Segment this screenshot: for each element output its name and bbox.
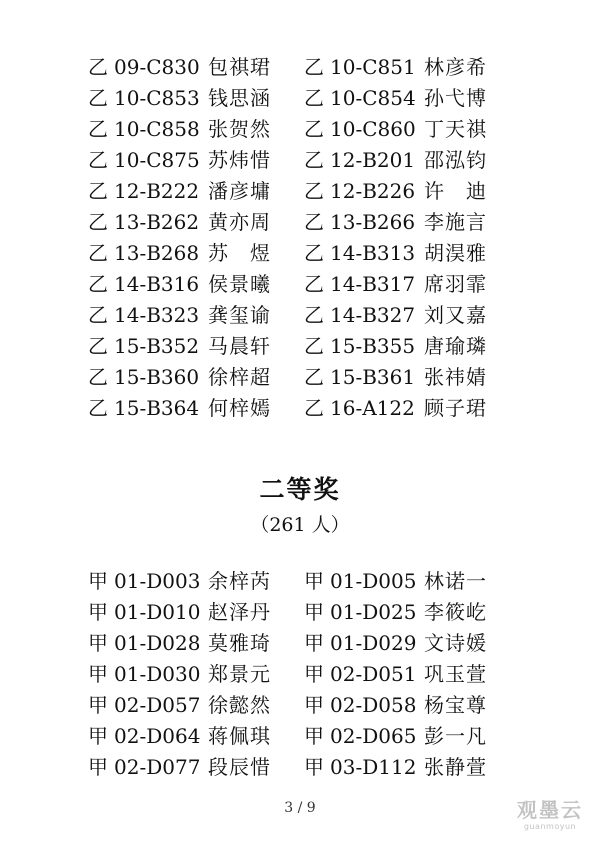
entry-group: 乙 (304, 241, 324, 265)
entry-code: 14-B317 (330, 272, 416, 296)
entry-name: 马晨轩 (208, 334, 271, 358)
award-entry (304, 269, 508, 300)
entry-group: 甲 (304, 693, 324, 717)
list-row (88, 176, 508, 207)
entry-group: 乙 (304, 86, 324, 110)
first-award-list (88, 52, 508, 424)
entry-name: 胡淏雅 (424, 241, 487, 265)
award-entry (88, 300, 304, 331)
entry-group: 乙 (88, 86, 108, 110)
entry-name: 徐懿然 (208, 693, 271, 717)
entry-group: 乙 (88, 55, 108, 79)
entry-name: 林诺一 (424, 569, 487, 593)
entry-code: 14-B327 (330, 303, 416, 327)
entry-code: 14-B316 (114, 272, 200, 296)
entry-name: 蒋佩琪 (208, 724, 271, 748)
entry-code: 10-C854 (330, 86, 416, 110)
entry-code: 14-B323 (114, 303, 200, 327)
entry-code: 12-B222 (114, 179, 200, 203)
entry-name: 李施言 (424, 210, 487, 234)
entry-name: 张祎婧 (424, 365, 487, 389)
entry-name: 段辰惜 (208, 755, 271, 779)
award-entry (88, 83, 304, 114)
entry-name: 苏炜惜 (208, 148, 271, 172)
entry-group: 乙 (88, 148, 108, 172)
entry-name: 巩玉萱 (424, 662, 487, 686)
award-entry (88, 752, 304, 783)
entry-group: 乙 (88, 272, 108, 296)
entry-name: 孙弋博 (424, 86, 487, 110)
entry-group: 乙 (88, 334, 108, 358)
award-entry (88, 393, 304, 424)
list-row (88, 393, 508, 424)
entry-code: 01-D003 (114, 569, 201, 593)
award-entry (304, 52, 508, 83)
list-row (88, 597, 508, 628)
entry-group: 甲 (304, 724, 324, 748)
entry-code: 12-B226 (330, 179, 416, 203)
entry-name: 刘又嘉 (424, 303, 487, 327)
entry-group: 乙 (304, 210, 324, 234)
list-row (88, 331, 508, 362)
award-entry (88, 238, 304, 269)
award-entry (88, 114, 304, 145)
entry-group: 甲 (304, 600, 324, 624)
entry-name: 唐瑜璘 (424, 334, 487, 358)
section-count: （261 人） (250, 514, 350, 536)
list-row (88, 362, 508, 393)
entry-name: 林彦希 (424, 55, 487, 79)
award-entry (304, 393, 508, 424)
entry-group: 甲 (304, 755, 324, 779)
entry-code: 09-C830 (114, 55, 200, 79)
list-row (88, 659, 508, 690)
list-row (88, 752, 508, 783)
entry-group: 乙 (88, 117, 108, 141)
entry-group: 甲 (88, 569, 108, 593)
watermark-main: 观墨云 (517, 798, 583, 822)
award-entry (304, 362, 508, 393)
watermark-logo (504, 798, 596, 842)
list-row (88, 52, 508, 83)
entry-group: 乙 (88, 210, 108, 234)
entry-group: 甲 (88, 600, 108, 624)
entry-name: 潘彦墉 (208, 179, 271, 203)
list-row (88, 83, 508, 114)
award-entry (304, 597, 508, 628)
page-number: 3 / 9 (284, 800, 316, 816)
entry-group: 乙 (304, 334, 324, 358)
entry-code: 02-D058 (330, 693, 417, 717)
entry-code: 10-C875 (114, 148, 200, 172)
entry-name: 包祺珺 (208, 55, 271, 79)
section-title: 二等奖 (259, 475, 341, 504)
second-award-list (88, 566, 508, 783)
award-entry (304, 628, 508, 659)
watermark-sub: guanmoyun (523, 822, 577, 831)
entry-name: 李筱屹 (424, 600, 487, 624)
list-row (88, 300, 508, 331)
award-entry (88, 566, 304, 597)
entry-code: 12-B201 (330, 148, 416, 172)
award-entry (88, 362, 304, 393)
entry-name: 杨宝尊 (424, 693, 487, 717)
entry-group: 甲 (88, 724, 108, 748)
entry-name: 张贺然 (208, 117, 271, 141)
entry-name: 余梓芮 (208, 569, 271, 593)
entry-name: 文诗媛 (424, 631, 487, 655)
entry-code: 16-A122 (330, 396, 415, 420)
award-entry (304, 300, 508, 331)
entry-name: 黄亦周 (208, 210, 271, 234)
award-entry (304, 176, 508, 207)
award-entry (304, 752, 508, 783)
list-row (88, 238, 508, 269)
entry-group: 乙 (304, 272, 324, 296)
award-entry (88, 597, 304, 628)
entry-name: 邵泓钧 (424, 148, 487, 172)
entry-code: 10-C853 (114, 86, 200, 110)
entry-code: 01-D030 (114, 662, 201, 686)
entry-code: 01-D028 (114, 631, 201, 655)
entry-code: 15-B361 (330, 365, 416, 389)
entry-code: 14-B313 (330, 241, 416, 265)
entry-name: 徐梓超 (208, 365, 271, 389)
entry-group: 乙 (304, 303, 324, 327)
award-entry (88, 331, 304, 362)
award-entry (304, 207, 508, 238)
award-entry (88, 176, 304, 207)
entry-code: 01-D029 (330, 631, 417, 655)
entry-name: 顾子珺 (424, 396, 487, 420)
entry-group: 甲 (304, 662, 324, 686)
award-entry (88, 207, 304, 238)
award-entry (304, 721, 508, 752)
entry-name: 张静萱 (424, 755, 487, 779)
entry-name: 何梓嫣 (208, 396, 271, 420)
entry-code: 13-B266 (330, 210, 416, 234)
entry-group: 甲 (88, 662, 108, 686)
award-entry (88, 145, 304, 176)
entry-code: 01-D025 (330, 600, 417, 624)
award-entry (88, 628, 304, 659)
entry-code: 10-C860 (330, 117, 416, 141)
entry-group: 乙 (88, 365, 108, 389)
award-entry (304, 690, 508, 721)
entry-group: 甲 (88, 631, 108, 655)
entry-code: 01-D005 (330, 569, 417, 593)
entry-code: 15-B352 (114, 334, 200, 358)
award-entry (88, 269, 304, 300)
award-entry (304, 145, 508, 176)
entry-code: 13-B268 (114, 241, 200, 265)
entry-name: 苏 煜 (208, 241, 271, 265)
entry-group: 乙 (304, 365, 324, 389)
entry-name: 龚玺谕 (208, 303, 271, 327)
award-entry (88, 659, 304, 690)
entry-code: 02-D064 (114, 724, 201, 748)
entry-group: 甲 (88, 755, 108, 779)
award-entry (88, 52, 304, 83)
entry-name: 丁天祺 (424, 117, 487, 141)
award-entry (88, 721, 304, 752)
list-row (88, 690, 508, 721)
entry-name: 席羽霏 (424, 272, 487, 296)
entry-group: 乙 (88, 396, 108, 420)
entry-name: 钱思涵 (208, 86, 271, 110)
entry-group: 乙 (304, 148, 324, 172)
list-row (88, 269, 508, 300)
award-entry (88, 690, 304, 721)
entry-code: 02-D051 (330, 662, 417, 686)
award-entry (304, 659, 508, 690)
entry-group: 乙 (304, 117, 324, 141)
award-entry (304, 114, 508, 145)
entry-name: 侯景曦 (208, 272, 271, 296)
entry-group: 乙 (88, 303, 108, 327)
entry-code: 02-D065 (330, 724, 417, 748)
entry-name: 莫雅琦 (208, 631, 271, 655)
award-entry (304, 566, 508, 597)
entry-code: 15-B360 (114, 365, 200, 389)
entry-code: 02-D057 (114, 693, 201, 717)
list-row (88, 145, 508, 176)
entry-code: 15-B364 (114, 396, 200, 420)
entry-group: 乙 (88, 241, 108, 265)
entry-code: 01-D010 (114, 600, 201, 624)
entry-code: 13-B262 (114, 210, 200, 234)
list-row (88, 207, 508, 238)
award-entry (304, 238, 508, 269)
award-entry (304, 331, 508, 362)
entry-code: 10-C851 (330, 55, 416, 79)
entry-group: 乙 (304, 179, 324, 203)
entry-name: 赵泽丹 (208, 600, 271, 624)
entry-name: 郑景元 (208, 662, 271, 686)
list-row (88, 628, 508, 659)
entry-group: 甲 (304, 569, 324, 593)
entry-code: 02-D077 (114, 755, 201, 779)
entry-name: 彭一凡 (424, 724, 487, 748)
entry-name: 许 迪 (424, 179, 487, 203)
entry-group: 甲 (88, 693, 108, 717)
list-row (88, 114, 508, 145)
list-row (88, 721, 508, 752)
entry-group: 乙 (304, 55, 324, 79)
list-row (88, 566, 508, 597)
award-entry (304, 83, 508, 114)
entry-code: 03-D112 (330, 755, 417, 779)
entry-group: 甲 (304, 631, 324, 655)
entry-code: 10-C858 (114, 117, 200, 141)
entry-group: 乙 (88, 179, 108, 203)
entry-group: 乙 (304, 396, 324, 420)
entry-code: 15-B355 (330, 334, 416, 358)
